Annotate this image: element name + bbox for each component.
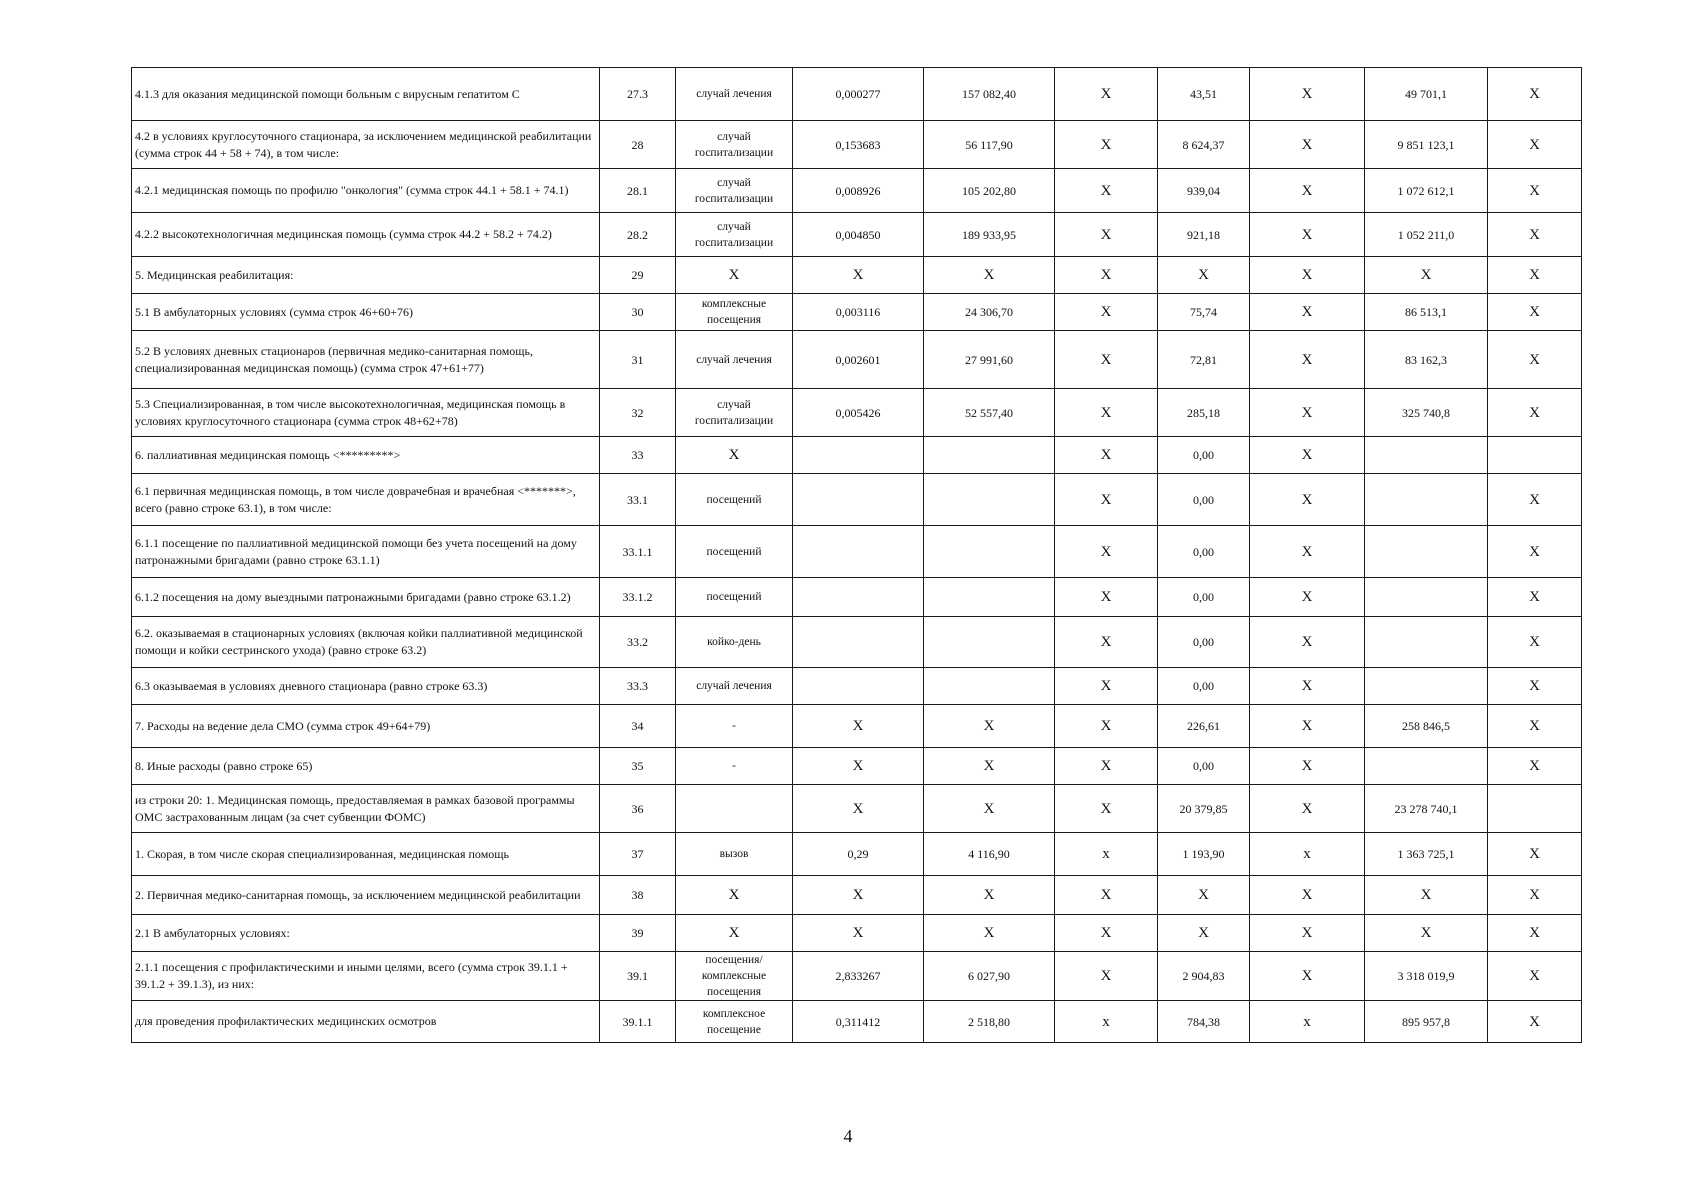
value-cell: X xyxy=(1488,748,1582,785)
value-cell: 1 193,90 xyxy=(1158,833,1250,876)
row-name-cell: 4.1.3 для оказания медицинской помощи больным с вирусным гепатитом С xyxy=(132,68,600,121)
value-cell: X xyxy=(1055,668,1158,705)
value-cell: 52 557,40 xyxy=(924,389,1055,437)
row-number-cell: 33.3 xyxy=(600,668,676,705)
value-cell: 895 957,8 xyxy=(1365,1001,1488,1043)
table-row xyxy=(132,915,1582,952)
value-cell: X xyxy=(1250,121,1365,169)
value-cell xyxy=(1365,474,1488,526)
value-cell: X xyxy=(1055,294,1158,331)
row-number-cell: 33.1.1 xyxy=(600,526,676,578)
value-cell: X xyxy=(1055,748,1158,785)
table-row xyxy=(132,68,1582,121)
value-cell: X xyxy=(1055,915,1158,952)
unit-cell: комплексные посещения xyxy=(676,294,793,331)
row-number-cell: 33.2 xyxy=(600,617,676,668)
value-cell xyxy=(793,668,924,705)
value-cell: 83 162,3 xyxy=(1365,331,1488,389)
value-cell: 0,008926 xyxy=(793,169,924,213)
value-cell xyxy=(924,526,1055,578)
value-cell: 3 318 019,9 xyxy=(1365,952,1488,1001)
value-cell: 23 278 740,1 xyxy=(1365,785,1488,833)
value-cell: X xyxy=(1055,474,1158,526)
value-cell: X xyxy=(1055,331,1158,389)
value-cell: X xyxy=(1250,169,1365,213)
value-cell: 1 072 612,1 xyxy=(1365,169,1488,213)
value-cell: 24 306,70 xyxy=(924,294,1055,331)
value-cell: X xyxy=(1055,68,1158,121)
row-name-cell: для проведения профилактических медицинских осмотров xyxy=(132,1001,600,1043)
table-row xyxy=(132,389,1582,437)
value-cell: X xyxy=(1488,668,1582,705)
value-cell: 75,74 xyxy=(1158,294,1250,331)
value-cell: X xyxy=(1055,257,1158,294)
value-cell: 226,61 xyxy=(1158,705,1250,748)
value-cell: X xyxy=(1250,474,1365,526)
table-row xyxy=(132,1001,1582,1043)
row-name-cell: 5.3 Специализированная, в том числе высокотехнологичная, медицинская помощь в условиях круглосуточного стационара (сумма строк 48+62+78) xyxy=(132,389,600,437)
row-name-cell: 2.1.1 посещения с профилактическими и иными целями, всего (сумма строк 39.1.1 + 39.1.2 + 39.1.3), из них: xyxy=(132,952,600,1001)
row-name-cell: 6. паллиативная медицинская помощь <*********> xyxy=(132,437,600,474)
table-row xyxy=(132,213,1582,257)
value-cell: X xyxy=(1488,474,1582,526)
row-name-cell: 2. Первичная медико-санитарная помощь, за исключением медицинской реабилитации xyxy=(132,876,600,915)
value-cell: X xyxy=(1365,876,1488,915)
row-name-cell: 5.2 В условиях дневных стационаров (первичная медико-санитарная помощь, специализированная медицинская помощь) (сумма строк 47+61+77) xyxy=(132,331,600,389)
row-number-cell: 33.1 xyxy=(600,474,676,526)
row-name-cell: 6.1.2 посещения на дому выездными патронажными бригадами (равно строке 63.1.2) xyxy=(132,578,600,617)
table-row xyxy=(132,668,1582,705)
unit-cell: случай лечения xyxy=(676,331,793,389)
value-cell: X xyxy=(1488,876,1582,915)
table-row xyxy=(132,526,1582,578)
value-cell xyxy=(924,474,1055,526)
table-row xyxy=(132,474,1582,526)
value-cell: 8 624,37 xyxy=(1158,121,1250,169)
value-cell xyxy=(1365,617,1488,668)
unit-cell: посещений xyxy=(676,474,793,526)
value-cell: 0,00 xyxy=(1158,668,1250,705)
value-cell xyxy=(793,437,924,474)
unit-cell: - xyxy=(676,705,793,748)
value-cell: 1 052 211,0 xyxy=(1365,213,1488,257)
value-cell: 285,18 xyxy=(1158,389,1250,437)
value-cell: X xyxy=(1055,952,1158,1001)
value-cell xyxy=(924,617,1055,668)
unit-cell: X xyxy=(676,437,793,474)
value-cell: X xyxy=(1250,876,1365,915)
table-row xyxy=(132,578,1582,617)
data-table xyxy=(131,67,1582,1043)
value-cell: 1 363 725,1 xyxy=(1365,833,1488,876)
value-cell: X xyxy=(1488,294,1582,331)
unit-cell: случай госпитализации xyxy=(676,213,793,257)
row-number-cell: 27.3 xyxy=(600,68,676,121)
value-cell xyxy=(1365,526,1488,578)
row-name-cell: 4.2 в условиях круглосуточного стационара, за исключением медицинской реабилитации (сумма строк 44 + 58 + 74), в том числе: xyxy=(132,121,600,169)
value-cell: X xyxy=(1158,915,1250,952)
value-cell: X xyxy=(924,257,1055,294)
value-cell: X xyxy=(1250,617,1365,668)
value-cell xyxy=(1488,437,1582,474)
unit-cell: посещений xyxy=(676,526,793,578)
table-row xyxy=(132,294,1582,331)
value-cell: X xyxy=(1055,617,1158,668)
value-cell: 86 513,1 xyxy=(1365,294,1488,331)
unit-cell: случай госпитализации xyxy=(676,389,793,437)
value-cell: x xyxy=(1250,833,1365,876)
value-cell: X xyxy=(1488,331,1582,389)
table-row xyxy=(132,705,1582,748)
unit-cell: комплексное посещение xyxy=(676,1001,793,1043)
unit-cell: посещения/комплексные посещения xyxy=(676,952,793,1001)
value-cell xyxy=(793,578,924,617)
value-cell: 0,00 xyxy=(1158,617,1250,668)
unit-cell: случай госпитализации xyxy=(676,169,793,213)
value-cell: 56 117,90 xyxy=(924,121,1055,169)
value-cell: x xyxy=(1055,1001,1158,1043)
table-row xyxy=(132,833,1582,876)
table-row xyxy=(132,876,1582,915)
value-cell: X xyxy=(793,705,924,748)
value-cell: X xyxy=(1250,668,1365,705)
value-cell: 0,004850 xyxy=(793,213,924,257)
value-cell: 2 518,80 xyxy=(924,1001,1055,1043)
row-number-cell: 39.1.1 xyxy=(600,1001,676,1043)
unit-cell xyxy=(676,785,793,833)
value-cell: X xyxy=(1055,389,1158,437)
value-cell: X xyxy=(1488,257,1582,294)
value-cell: X xyxy=(1055,785,1158,833)
value-cell: X xyxy=(1250,437,1365,474)
value-cell: 4 116,90 xyxy=(924,833,1055,876)
row-name-cell: 7. Расходы на ведение дела СМО (сумма строк 49+64+79) xyxy=(132,705,600,748)
row-number-cell: 38 xyxy=(600,876,676,915)
value-cell: X xyxy=(793,915,924,952)
table-row xyxy=(132,121,1582,169)
value-cell: X xyxy=(1055,526,1158,578)
table-row xyxy=(132,952,1582,1001)
value-cell: 0,003116 xyxy=(793,294,924,331)
value-cell xyxy=(924,668,1055,705)
value-cell: X xyxy=(1250,389,1365,437)
unit-cell: койко-день xyxy=(676,617,793,668)
row-number-cell: 35 xyxy=(600,748,676,785)
table-row xyxy=(132,617,1582,668)
value-cell: 20 379,85 xyxy=(1158,785,1250,833)
value-cell: X xyxy=(1488,617,1582,668)
value-cell: X xyxy=(1055,169,1158,213)
value-cell: X xyxy=(1250,257,1365,294)
value-cell: X xyxy=(1055,876,1158,915)
row-name-cell: из строки 20: 1. Медицинская помощь, предоставляемая в рамках базовой программы ОМС застрахованным лицам (за счет субвенции ФОМС) xyxy=(132,785,600,833)
value-cell: X xyxy=(924,785,1055,833)
value-cell: 0,00 xyxy=(1158,748,1250,785)
unit-cell: X xyxy=(676,876,793,915)
value-cell: X xyxy=(1488,578,1582,617)
row-number-cell: 33.1.2 xyxy=(600,578,676,617)
value-cell: X xyxy=(1488,1001,1582,1043)
unit-cell: X xyxy=(676,257,793,294)
row-number-cell: 28 xyxy=(600,121,676,169)
value-cell: X xyxy=(1488,705,1582,748)
unit-cell: случай госпитализации xyxy=(676,121,793,169)
row-name-cell: 4.2.1 медицинская помощь по профилю "онкология" (сумма строк 44.1 + 58.1 + 74.1) xyxy=(132,169,600,213)
value-cell: X xyxy=(1488,213,1582,257)
unit-cell: X xyxy=(676,915,793,952)
row-name-cell: 6.1 первичная медицинская помощь, в том числе доврачебная и врачебная <*******>, всего (равно строке 63.1), в том числе: xyxy=(132,474,600,526)
value-cell: X xyxy=(1055,213,1158,257)
value-cell: X xyxy=(1488,169,1582,213)
value-cell: 0,00 xyxy=(1158,578,1250,617)
value-cell: X xyxy=(1365,915,1488,952)
value-cell: 49 701,1 xyxy=(1365,68,1488,121)
row-number-cell: 39.1 xyxy=(600,952,676,1001)
value-cell: X xyxy=(1250,331,1365,389)
value-cell: 105 202,80 xyxy=(924,169,1055,213)
value-cell: 939,04 xyxy=(1158,169,1250,213)
row-name-cell: 6.1.1 посещение по паллиативной медицинской помощи без учета посещений на дому патронажными бригадами (равно строке 63.1.1) xyxy=(132,526,600,578)
value-cell: X xyxy=(924,705,1055,748)
value-cell xyxy=(1365,437,1488,474)
row-number-cell: 28.1 xyxy=(600,169,676,213)
value-cell: X xyxy=(924,748,1055,785)
value-cell: X xyxy=(793,876,924,915)
row-number-cell: 33 xyxy=(600,437,676,474)
value-cell: 2 904,83 xyxy=(1158,952,1250,1001)
value-cell xyxy=(924,578,1055,617)
value-cell xyxy=(793,474,924,526)
row-number-cell: 30 xyxy=(600,294,676,331)
row-name-cell: 6.2. оказываемая в стационарных условиях (включая койки паллиативной медицинской помощи и койки сестринского ухода) (равно строке 63.2) xyxy=(132,617,600,668)
value-cell: X xyxy=(1488,68,1582,121)
row-number-cell: 29 xyxy=(600,257,676,294)
value-cell: X xyxy=(1055,705,1158,748)
value-cell: 921,18 xyxy=(1158,213,1250,257)
value-cell: 325 740,8 xyxy=(1365,389,1488,437)
value-cell: 157 082,40 xyxy=(924,68,1055,121)
value-cell xyxy=(1365,748,1488,785)
value-cell: 0,00 xyxy=(1158,437,1250,474)
row-number-cell: 36 xyxy=(600,785,676,833)
value-cell: X xyxy=(1158,257,1250,294)
row-number-cell: 32 xyxy=(600,389,676,437)
value-cell: 258 846,5 xyxy=(1365,705,1488,748)
value-cell: X xyxy=(1250,578,1365,617)
value-cell: 189 933,95 xyxy=(924,213,1055,257)
unit-cell: посещений xyxy=(676,578,793,617)
value-cell: X xyxy=(1250,526,1365,578)
value-cell: 6 027,90 xyxy=(924,952,1055,1001)
row-name-cell: 4.2.2 высокотехнологичная медицинская помощь (сумма строк 44.2 + 58.2 + 74.2) xyxy=(132,213,600,257)
value-cell: X xyxy=(1250,915,1365,952)
value-cell: X xyxy=(793,785,924,833)
unit-cell: случай лечения xyxy=(676,668,793,705)
row-name-cell: 6.3 оказываемая в условиях дневного стационара (равно строке 63.3) xyxy=(132,668,600,705)
value-cell: 9 851 123,1 xyxy=(1365,121,1488,169)
value-cell: 0,005426 xyxy=(793,389,924,437)
row-name-cell: 2.1 В амбулаторных условиях: xyxy=(132,915,600,952)
value-cell xyxy=(793,617,924,668)
value-cell xyxy=(793,526,924,578)
value-cell: x xyxy=(1250,1001,1365,1043)
table-row xyxy=(132,257,1582,294)
value-cell: X xyxy=(924,876,1055,915)
row-name-cell: 1. Скорая, в том числе скорая специализированная, медицинская помощь xyxy=(132,833,600,876)
value-cell: X xyxy=(924,915,1055,952)
value-cell: 2,833267 xyxy=(793,952,924,1001)
value-cell: X xyxy=(1488,389,1582,437)
row-number-cell: 28.2 xyxy=(600,213,676,257)
value-cell: 784,38 xyxy=(1158,1001,1250,1043)
value-cell: X xyxy=(1250,68,1365,121)
page-number: 4 xyxy=(843,1126,853,1146)
value-cell xyxy=(1365,578,1488,617)
row-name-cell: 5. Медицинская реабилитация: xyxy=(132,257,600,294)
value-cell: X xyxy=(1488,833,1582,876)
value-cell: X xyxy=(1250,213,1365,257)
table-row xyxy=(132,437,1582,474)
value-cell: X xyxy=(1488,526,1582,578)
value-cell: 0,00 xyxy=(1158,474,1250,526)
table-row xyxy=(132,331,1582,389)
unit-cell: - xyxy=(676,748,793,785)
value-cell: 0,311412 xyxy=(793,1001,924,1043)
value-cell: 27 991,60 xyxy=(924,331,1055,389)
value-cell: X xyxy=(1250,294,1365,331)
value-cell: X xyxy=(1250,952,1365,1001)
value-cell: X xyxy=(1250,748,1365,785)
value-cell: 0,29 xyxy=(793,833,924,876)
value-cell: X xyxy=(1055,121,1158,169)
value-cell: 0,153683 xyxy=(793,121,924,169)
unit-cell: случай лечения xyxy=(676,68,793,121)
value-cell: X xyxy=(1055,578,1158,617)
row-number-cell: 39 xyxy=(600,915,676,952)
row-number-cell: 37 xyxy=(600,833,676,876)
value-cell xyxy=(924,437,1055,474)
value-cell xyxy=(1365,668,1488,705)
value-cell xyxy=(1488,785,1582,833)
value-cell: X xyxy=(1250,705,1365,748)
value-cell: 72,81 xyxy=(1158,331,1250,389)
value-cell: X xyxy=(1488,952,1582,1001)
table-row xyxy=(132,748,1582,785)
value-cell: x xyxy=(1055,833,1158,876)
value-cell: X xyxy=(1158,876,1250,915)
row-name-cell: 5.1 В амбулаторных условиях (сумма строк 46+60+76) xyxy=(132,294,600,331)
row-number-cell: 34 xyxy=(600,705,676,748)
value-cell: X xyxy=(1488,121,1582,169)
value-cell: 0,000277 xyxy=(793,68,924,121)
value-cell: 0,002601 xyxy=(793,331,924,389)
table-row xyxy=(132,169,1582,213)
row-number-cell: 31 xyxy=(600,331,676,389)
unit-cell: вызов xyxy=(676,833,793,876)
value-cell: X xyxy=(1250,785,1365,833)
value-cell: X xyxy=(1488,915,1582,952)
value-cell: X xyxy=(793,748,924,785)
value-cell: 43,51 xyxy=(1158,68,1250,121)
value-cell: X xyxy=(793,257,924,294)
value-cell: X xyxy=(1365,257,1488,294)
row-name-cell: 8. Иные расходы (равно строке 65) xyxy=(132,748,600,785)
value-cell: X xyxy=(1055,437,1158,474)
value-cell: 0,00 xyxy=(1158,526,1250,578)
table-row xyxy=(132,785,1582,833)
